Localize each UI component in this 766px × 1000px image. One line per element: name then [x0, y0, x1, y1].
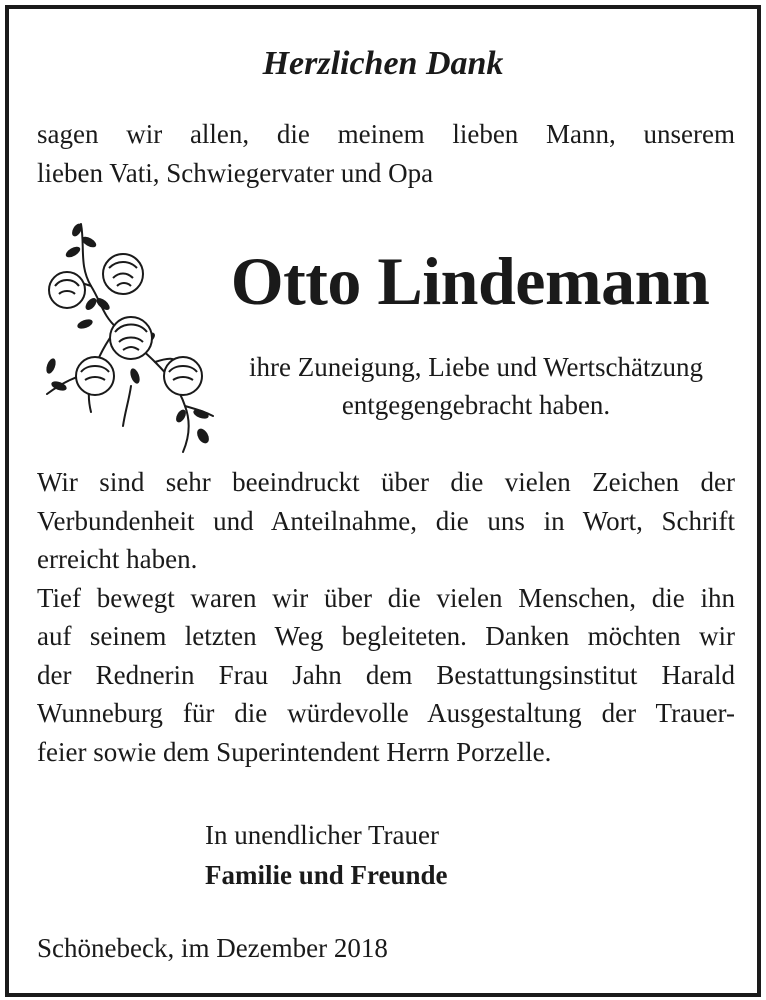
- closing-block: [205, 815, 448, 895]
- body-line: Tief bewegt waren wir über die vielen Menschen, die ihn: [37, 582, 735, 613]
- body-text: [37, 463, 735, 771]
- signers-line: Familie und Freunde: [205, 860, 448, 890]
- body-line: erreicht haben.: [37, 544, 198, 574]
- thanks-line-1: ihre Zuneigung, Liebe und Wertschätzung: [249, 352, 703, 382]
- thanks-line-2: entgegengebracht haben.: [341, 390, 611, 420]
- body-line: der Rednerin Frau Jahn dem Bestattungsinstitut Harald: [37, 659, 735, 690]
- intro-text: [37, 115, 735, 193]
- dateline: Schönebeck, im Dezember 2018: [37, 933, 388, 963]
- notice-heading: Herzlichen Dank: [262, 45, 504, 82]
- thanks-text: [217, 348, 735, 424]
- mourning-line: In unendlicher Trauer: [205, 820, 439, 850]
- deceased-name: Otto Lindemann: [230, 243, 710, 319]
- intro-line-1: sagen wir allen, die meinem lieben Mann, unserem: [37, 119, 735, 149]
- body-line: feier sowie dem Superintendent Herrn Porzelle.: [37, 736, 552, 767]
- notice-frame: [5, 5, 761, 997]
- intro-line-2: lieben Vati, Schwiegervater und Opa: [37, 158, 434, 188]
- body-line: Wir sind sehr beeindruckt über die vielen Zeichen der: [37, 467, 735, 497]
- body-line: Verbundenheit und Anteilnahme, die uns in Wort, Schrift: [37, 505, 735, 536]
- rose-branch-icon: [33, 216, 233, 462]
- body-line: auf seinem letzten Weg begleiteten. Danken möchten wir: [37, 621, 735, 651]
- body-line: Wunneburg für die würdevolle Ausgestaltung der Trauer-: [37, 698, 735, 728]
